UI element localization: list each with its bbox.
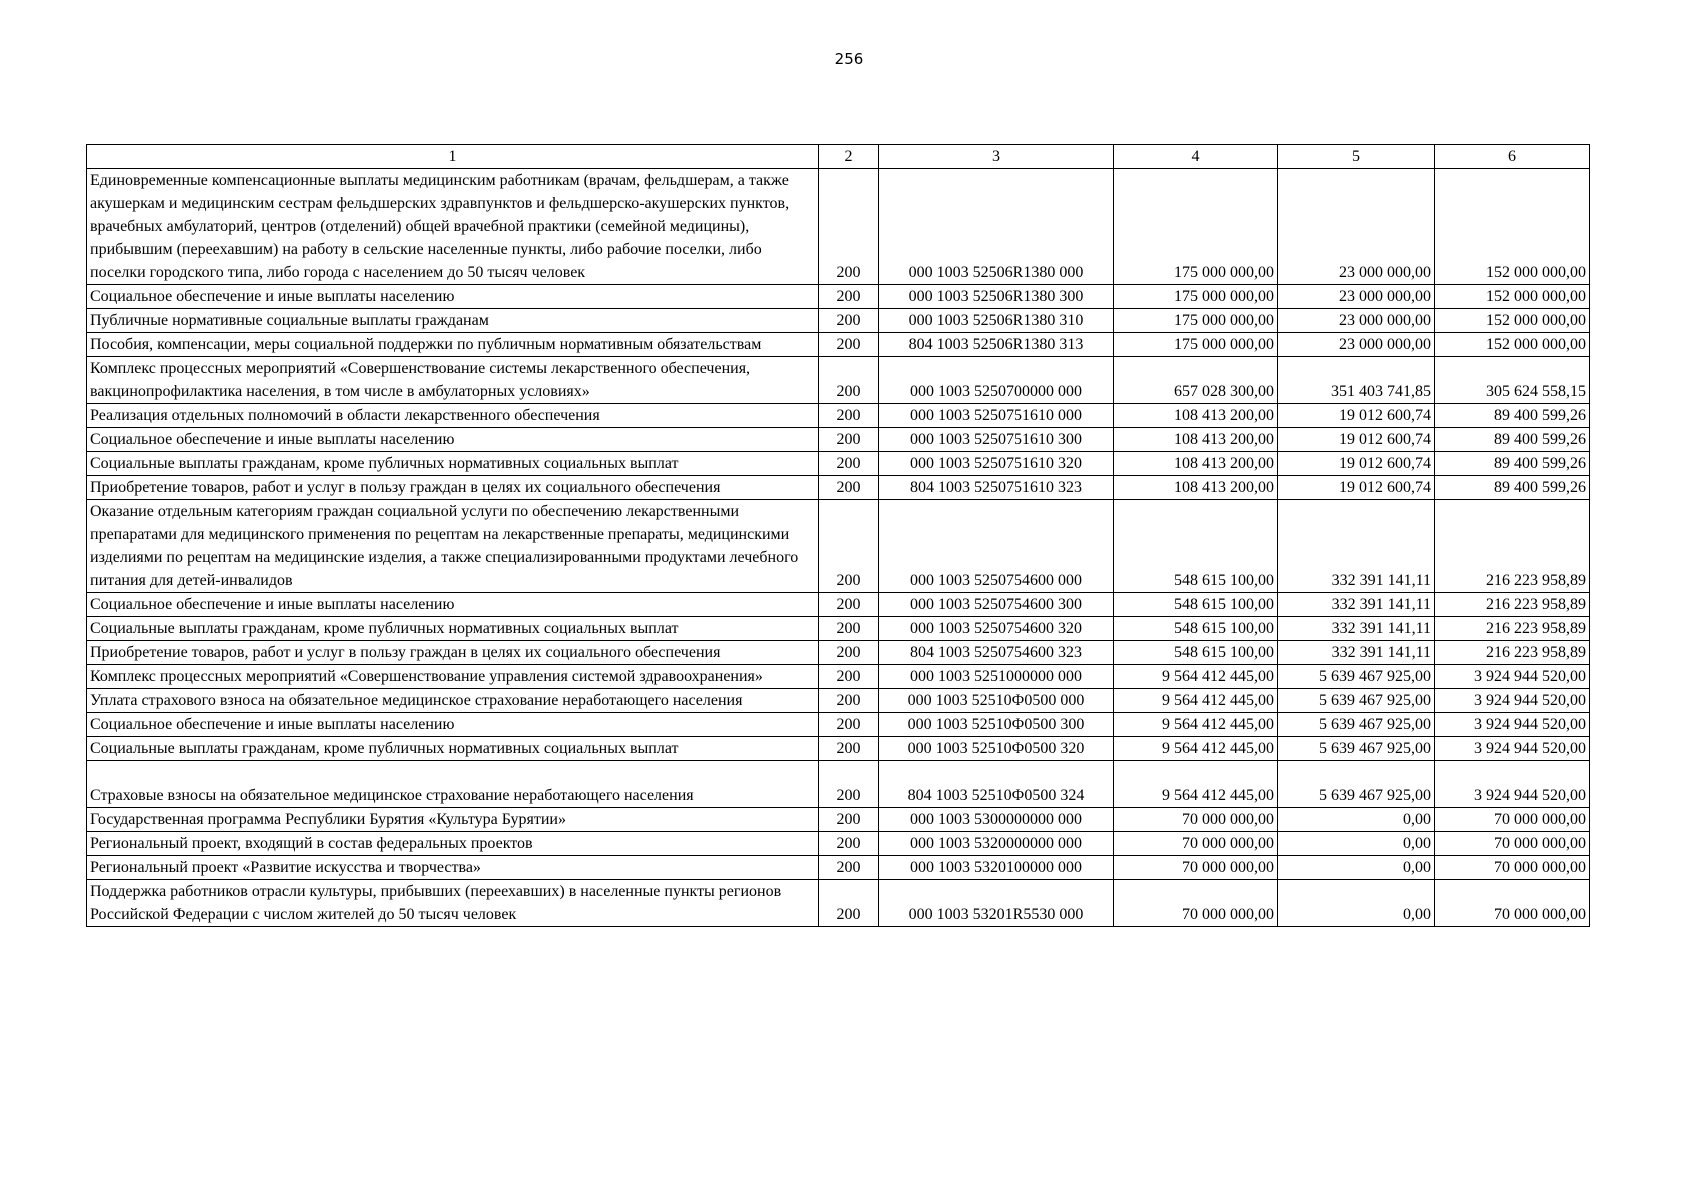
row-value-4: 175 000 000,00 [1114, 169, 1278, 285]
row-code: 000 1003 5250700000 000 [879, 357, 1114, 404]
row-value-4: 108 413 200,00 [1114, 428, 1278, 452]
row-code: 000 1003 5320100000 000 [879, 856, 1114, 880]
row-value-5: 5 639 467 925,00 [1278, 737, 1435, 761]
row-code: 000 1003 52510Ф0500 320 [879, 737, 1114, 761]
table-row [87, 641, 1590, 665]
row-column-2: 200 [819, 832, 879, 856]
row-name: Приобретение товаров, работ и услуг в пользу граждан в целях их социального обеспечения [87, 476, 819, 500]
row-column-2: 200 [819, 593, 879, 617]
row-column-2: 200 [819, 476, 879, 500]
row-value-6: 89 400 599,26 [1435, 404, 1590, 428]
row-value-5: 351 403 741,85 [1278, 357, 1435, 404]
row-code: 000 1003 52510Ф0500 300 [879, 713, 1114, 737]
row-value-5: 332 391 141,11 [1278, 617, 1435, 641]
row-value-5: 332 391 141,11 [1278, 593, 1435, 617]
table-header [87, 145, 1590, 169]
row-value-6: 3 924 944 520,00 [1435, 689, 1590, 713]
row-value-6: 152 000 000,00 [1435, 309, 1590, 333]
row-column-2: 200 [819, 856, 879, 880]
row-value-4: 175 000 000,00 [1114, 309, 1278, 333]
row-column-2: 200 [819, 309, 879, 333]
table-row [87, 761, 1590, 808]
row-value-5: 332 391 141,11 [1278, 641, 1435, 665]
row-code: 804 1003 52510Ф0500 324 [879, 761, 1114, 808]
row-value-4: 70 000 000,00 [1114, 880, 1278, 927]
row-name: Публичные нормативные социальные выплаты гражданам [87, 309, 819, 333]
table-row [87, 500, 1590, 593]
row-value-4: 548 615 100,00 [1114, 617, 1278, 641]
row-value-5: 19 012 600,74 [1278, 452, 1435, 476]
row-value-5: 5 639 467 925,00 [1278, 761, 1435, 808]
row-value-4: 9 564 412 445,00 [1114, 761, 1278, 808]
row-name: Комплекс процессных мероприятий «Совершенствование управления системой здравоохранения» [87, 665, 819, 689]
table-row [87, 737, 1590, 761]
row-column-2: 200 [819, 357, 879, 404]
row-value-6: 70 000 000,00 [1435, 832, 1590, 856]
row-column-2: 200 [819, 713, 879, 737]
row-name: Социальное обеспечение и иные выплаты населению [87, 713, 819, 737]
row-value-6: 89 400 599,26 [1435, 452, 1590, 476]
header-row [87, 145, 1590, 169]
row-column-2: 200 [819, 452, 879, 476]
row-column-2: 200 [819, 737, 879, 761]
table-row [87, 309, 1590, 333]
table-row [87, 689, 1590, 713]
row-value-4: 548 615 100,00 [1114, 593, 1278, 617]
row-value-5: 5 639 467 925,00 [1278, 713, 1435, 737]
row-column-2: 200 [819, 880, 879, 927]
row-value-4: 9 564 412 445,00 [1114, 665, 1278, 689]
row-name: Региональный проект, входящий в состав федеральных проектов [87, 832, 819, 856]
row-code: 000 1003 52510Ф0500 000 [879, 689, 1114, 713]
row-column-2: 200 [819, 285, 879, 309]
table-row [87, 880, 1590, 927]
row-value-5: 19 012 600,74 [1278, 428, 1435, 452]
row-value-6: 70 000 000,00 [1435, 856, 1590, 880]
row-name: Оказание отдельным категориям граждан социальной услуги по обеспечению лекарственными препаратами для медицинского применения по рецептам на лекарственные препараты, медицинскими изделиями по рецептам на медицинские изделия, а также специализированными продуктами лечебного питания для детей-инвалидов [87, 500, 819, 593]
row-code: 804 1003 5250754600 323 [879, 641, 1114, 665]
row-column-2: 200 [819, 689, 879, 713]
row-value-5: 19 012 600,74 [1278, 476, 1435, 500]
row-name: Социальные выплаты гражданам, кроме публичных нормативных социальных выплат [87, 737, 819, 761]
row-name: Социальные выплаты гражданам, кроме публичных нормативных социальных выплат [87, 617, 819, 641]
row-value-4: 175 000 000,00 [1114, 285, 1278, 309]
table-row [87, 832, 1590, 856]
row-name: Социальное обеспечение и иные выплаты населению [87, 285, 819, 309]
column-header-4: 4 [1114, 145, 1278, 169]
row-value-5: 0,00 [1278, 808, 1435, 832]
row-name: Государственная программа Республики Бурятия «Культура Бурятии» [87, 808, 819, 832]
table-row [87, 476, 1590, 500]
row-value-4: 108 413 200,00 [1114, 452, 1278, 476]
row-value-6: 89 400 599,26 [1435, 476, 1590, 500]
row-value-6: 216 223 958,89 [1435, 641, 1590, 665]
row-value-6: 216 223 958,89 [1435, 593, 1590, 617]
row-name: Реализация отдельных полномочий в области лекарственного обеспечения [87, 404, 819, 428]
row-column-2: 200 [819, 617, 879, 641]
row-column-2: 200 [819, 761, 879, 808]
row-value-6: 152 000 000,00 [1435, 333, 1590, 357]
row-value-4: 108 413 200,00 [1114, 404, 1278, 428]
table-row [87, 593, 1590, 617]
row-value-5: 19 012 600,74 [1278, 404, 1435, 428]
row-value-6: 216 223 958,89 [1435, 617, 1590, 641]
row-code: 000 1003 52506R1380 310 [879, 309, 1114, 333]
row-name: Поддержка работников отрасли культуры, прибывших (переехавших) в населенные пункты регионов Российской Федерации с числом жителей до 50 тысяч человек [87, 880, 819, 927]
row-value-4: 9 564 412 445,00 [1114, 713, 1278, 737]
row-value-4: 70 000 000,00 [1114, 856, 1278, 880]
row-code: 804 1003 52506R1380 313 [879, 333, 1114, 357]
row-value-4: 108 413 200,00 [1114, 476, 1278, 500]
row-value-5: 23 000 000,00 [1278, 169, 1435, 285]
row-column-2: 200 [819, 404, 879, 428]
row-column-2: 200 [819, 808, 879, 832]
table-row [87, 617, 1590, 641]
row-name: Социальное обеспечение и иные выплаты населению [87, 428, 819, 452]
table-row [87, 285, 1590, 309]
row-value-4: 175 000 000,00 [1114, 333, 1278, 357]
row-column-2: 200 [819, 428, 879, 452]
table-body [87, 169, 1590, 927]
budget-table [86, 144, 1590, 927]
table-row [87, 428, 1590, 452]
table-row [87, 357, 1590, 404]
row-name: Региональный проект «Развитие искусства и творчества» [87, 856, 819, 880]
row-code: 000 1003 52506R1380 000 [879, 169, 1114, 285]
row-value-5: 23 000 000,00 [1278, 309, 1435, 333]
row-column-2: 200 [819, 333, 879, 357]
row-code: 000 1003 5250751610 320 [879, 452, 1114, 476]
table-row [87, 404, 1590, 428]
row-value-4: 9 564 412 445,00 [1114, 689, 1278, 713]
row-value-6: 3 924 944 520,00 [1435, 761, 1590, 808]
table-row [87, 333, 1590, 357]
column-header-2: 2 [819, 145, 879, 169]
row-value-6: 3 924 944 520,00 [1435, 713, 1590, 737]
row-code: 000 1003 53201R5530 000 [879, 880, 1114, 927]
row-code: 000 1003 5250754600 000 [879, 500, 1114, 593]
table-row [87, 713, 1590, 737]
row-value-4: 70 000 000,00 [1114, 832, 1278, 856]
row-name: Социальное обеспечение и иные выплаты населению [87, 593, 819, 617]
row-value-4: 548 615 100,00 [1114, 641, 1278, 665]
column-header-6: 6 [1435, 145, 1590, 169]
row-value-6: 89 400 599,26 [1435, 428, 1590, 452]
row-name: Страховые взносы на обязательное медицинское страхование неработающего населения [87, 761, 819, 808]
row-code: 000 1003 5250751610 300 [879, 428, 1114, 452]
row-value-6: 305 624 558,15 [1435, 357, 1590, 404]
row-code: 804 1003 5250751610 323 [879, 476, 1114, 500]
row-code: 000 1003 52506R1380 300 [879, 285, 1114, 309]
row-value-5: 23 000 000,00 [1278, 333, 1435, 357]
row-code: 000 1003 5250754600 300 [879, 593, 1114, 617]
row-value-5: 0,00 [1278, 880, 1435, 927]
table-row [87, 169, 1590, 285]
table-row [87, 808, 1590, 832]
row-column-2: 200 [819, 665, 879, 689]
row-code: 000 1003 5250754600 320 [879, 617, 1114, 641]
row-name: Комплекс процессных мероприятий «Совершенствование системы лекарственного обеспечения, вакцинопрофилактика населения, в том числе в амбулаторных условиях» [87, 357, 819, 404]
row-value-6: 152 000 000,00 [1435, 169, 1590, 285]
row-value-5: 332 391 141,11 [1278, 500, 1435, 593]
row-value-6: 216 223 958,89 [1435, 500, 1590, 593]
table-row [87, 452, 1590, 476]
row-value-4: 657 028 300,00 [1114, 357, 1278, 404]
row-value-4: 70 000 000,00 [1114, 808, 1278, 832]
row-value-6: 70 000 000,00 [1435, 808, 1590, 832]
row-name: Пособия, компенсации, меры социальной поддержки по публичным нормативным обязательствам [87, 333, 819, 357]
table-row [87, 856, 1590, 880]
row-name: Социальные выплаты гражданам, кроме публичных нормативных социальных выплат [87, 452, 819, 476]
column-header-1: 1 [87, 145, 819, 169]
row-name: Приобретение товаров, работ и услуг в пользу граждан в целях их социального обеспечения [87, 641, 819, 665]
row-code: 000 1003 5251000000 000 [879, 665, 1114, 689]
row-value-6: 70 000 000,00 [1435, 880, 1590, 927]
row-value-5: 0,00 [1278, 856, 1435, 880]
row-value-4: 548 615 100,00 [1114, 500, 1278, 593]
row-column-2: 200 [819, 641, 879, 665]
row-name: Единовременные компенсационные выплаты медицинским работникам (врачам, фельдшерам, а также акушеркам и медицинским сестрам фельдшерских здравпунктов и фельдшерско-акушерских пунктов, врачебных амбулаторий, центров (отделений) общей врачебной практики (семейной медицины), прибывшим (переехавшим) на работу в сельские населенные пункты, либо рабочие поселки, либо поселки городского типа, либо города с населением до 50 тысяч человек [87, 169, 819, 285]
row-column-2: 200 [819, 169, 879, 285]
row-value-6: 3 924 944 520,00 [1435, 665, 1590, 689]
row-value-4: 9 564 412 445,00 [1114, 737, 1278, 761]
row-name: Уплата страхового взноса на обязательное медицинское страхование неработающего населения [87, 689, 819, 713]
row-value-5: 23 000 000,00 [1278, 285, 1435, 309]
row-code: 000 1003 5250751610 000 [879, 404, 1114, 428]
row-code: 000 1003 5300000000 000 [879, 808, 1114, 832]
page-number: 256 [834, 50, 864, 68]
row-value-6: 152 000 000,00 [1435, 285, 1590, 309]
row-value-5: 5 639 467 925,00 [1278, 665, 1435, 689]
row-value-6: 3 924 944 520,00 [1435, 737, 1590, 761]
row-code: 000 1003 5320000000 000 [879, 832, 1114, 856]
table-row [87, 665, 1590, 689]
row-value-5: 5 639 467 925,00 [1278, 689, 1435, 713]
column-header-3: 3 [879, 145, 1114, 169]
row-column-2: 200 [819, 500, 879, 593]
row-value-5: 0,00 [1278, 832, 1435, 856]
column-header-5: 5 [1278, 145, 1435, 169]
